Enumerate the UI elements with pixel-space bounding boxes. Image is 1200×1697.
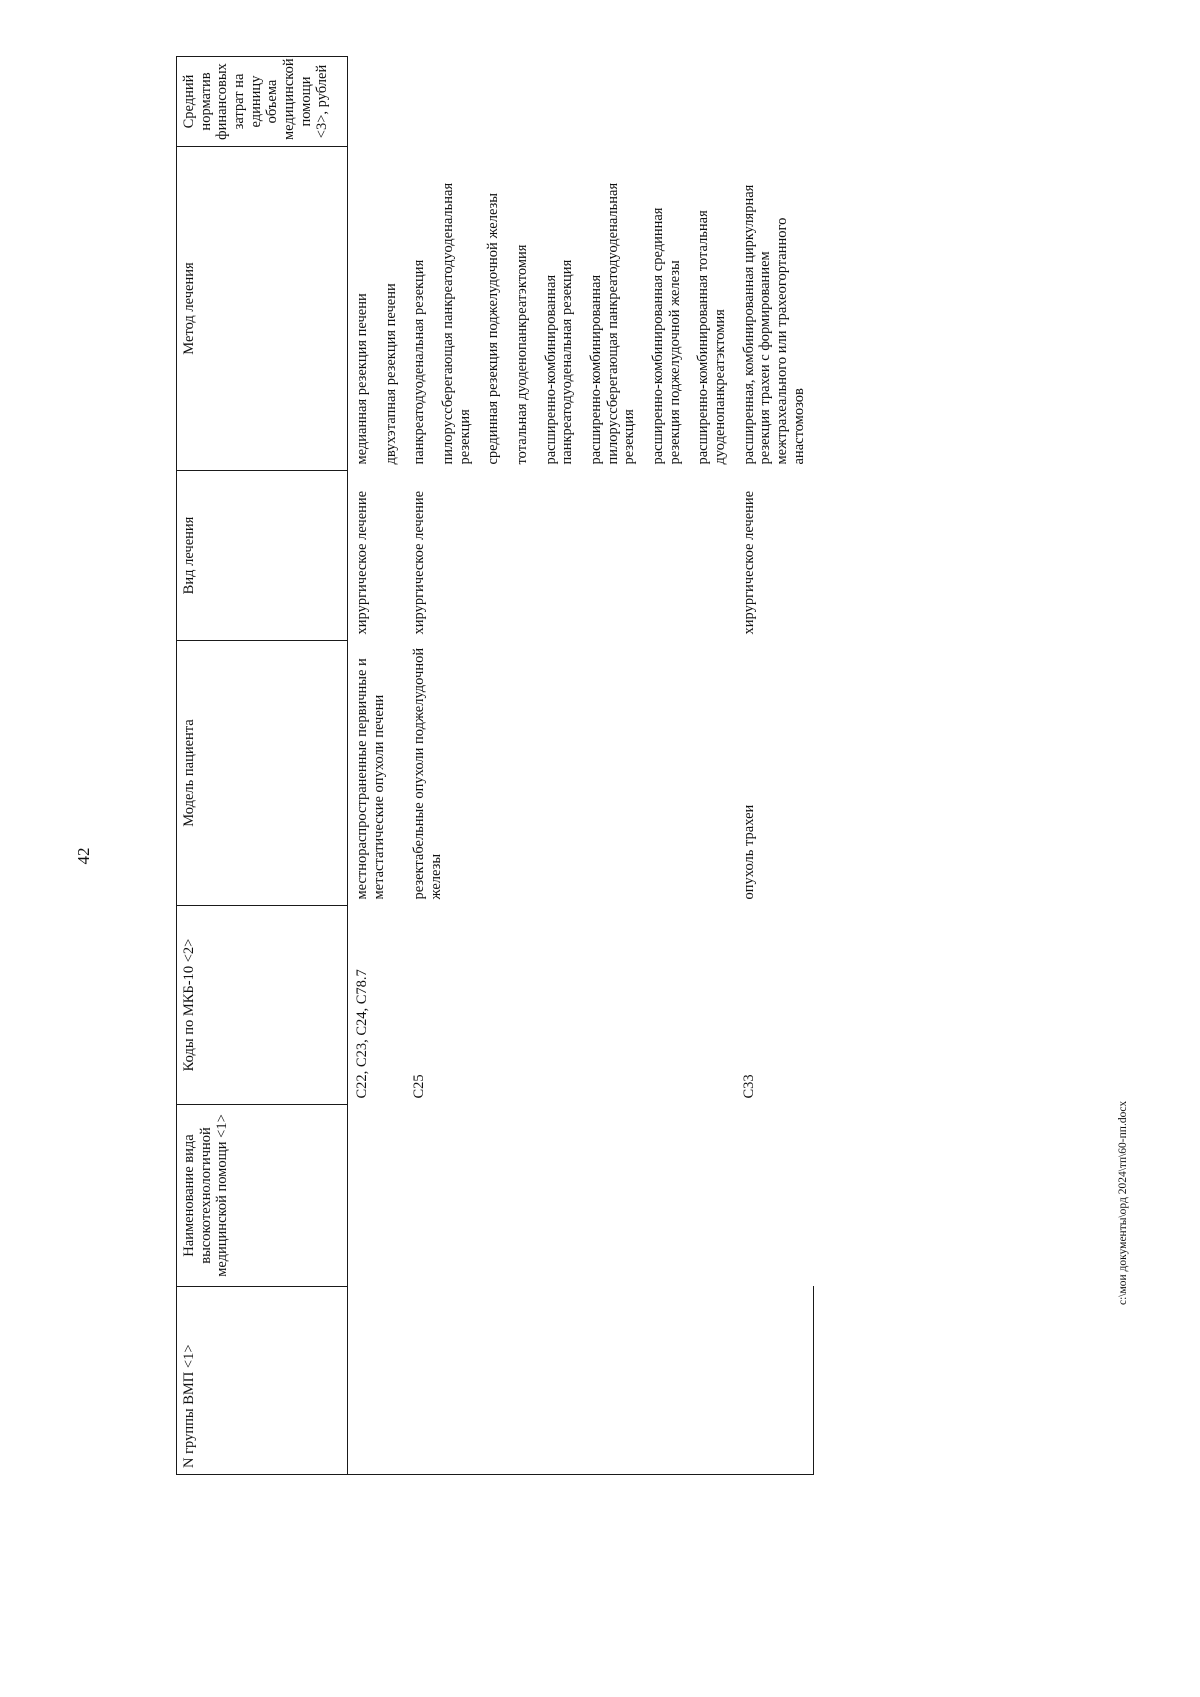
type-cell: хирургическое лечение [740,490,757,635]
footer-file-path: c:\мои документы\орд 2024\тп\60-пп.docx [1117,1100,1129,1305]
cost-cell [405,57,734,147]
method-item: панкреатодуоденальная резекция [411,259,428,465]
method-cell [405,147,734,471]
header-codes: Коды по МКБ-10 <2> [177,906,348,1105]
name-cell [735,1105,814,1287]
method-item: расширенная, комбинированная циркулярная резекция трахеи с формированием межтрахеального или трахеогортанного анастомозов [740,184,807,465]
table-row [405,57,734,1475]
type-cell: хирургическое лечение [354,490,370,635]
model-cell: резектабельные опухоли поджелудочной железы [411,647,445,900]
page-number: 42 [74,847,93,865]
cost-cell [348,57,406,147]
header-method: Метод лечения [177,147,348,471]
name-cell [405,1105,734,1287]
method-item: расширенно-комбинированная срединная резекция поджелудочной железы [650,207,683,465]
type-cell: хирургическое лечение [411,490,428,635]
name-cell [348,1105,406,1287]
codes-cell: C33 [740,1074,757,1099]
method-item: двухэтапная резекция печени [382,283,399,465]
rotated-table-container [176,57,1046,1475]
group-cell [348,1287,814,1475]
header-model: Модель пациента [177,641,348,906]
method-item: медианная резекция печени [354,293,370,465]
table-row [348,57,406,1475]
vmp-table [176,56,814,1475]
table-header-row [177,57,348,1475]
method-item: срединная резекция поджелудочной железы [485,192,502,465]
header-type: Вид лечения [177,471,348,641]
header-group: N группы ВМП <1> [177,1287,348,1475]
method-item: расширенно-комбинированная панкреатодуоденальная резекция [542,259,576,465]
table-row [735,57,814,1475]
method-cell [735,147,814,471]
method-item: пилоруссберегающая панкреатодуоденальная резекция [440,182,473,465]
model-cell: местнораспространенные первичные и метастатические опухоли печени [354,658,387,900]
header-name: Наименование вида высокотехнологичной медицинской помощи <1> [177,1105,348,1287]
method-item: тотальная дуоденопанкреатэктомия [514,244,531,465]
codes-cell: C25 [411,1074,428,1099]
model-cell: опухоль трахеи [740,804,757,900]
header-cost: Средний норматив финансовых затрат на единицу объема медицинской помощи <3>, рублей [177,57,348,147]
method-cell [348,147,406,471]
method-item: расширенно-комбинированная тотальная дуоденопанкреатэктомия [695,210,729,465]
codes-cell: C22, C23, C24, C78.7 [354,969,370,1099]
method-item: расширенно-комбинированная пилоруссберегающая панкреатодуоденальная резекция [588,182,638,465]
cost-cell [735,57,814,147]
